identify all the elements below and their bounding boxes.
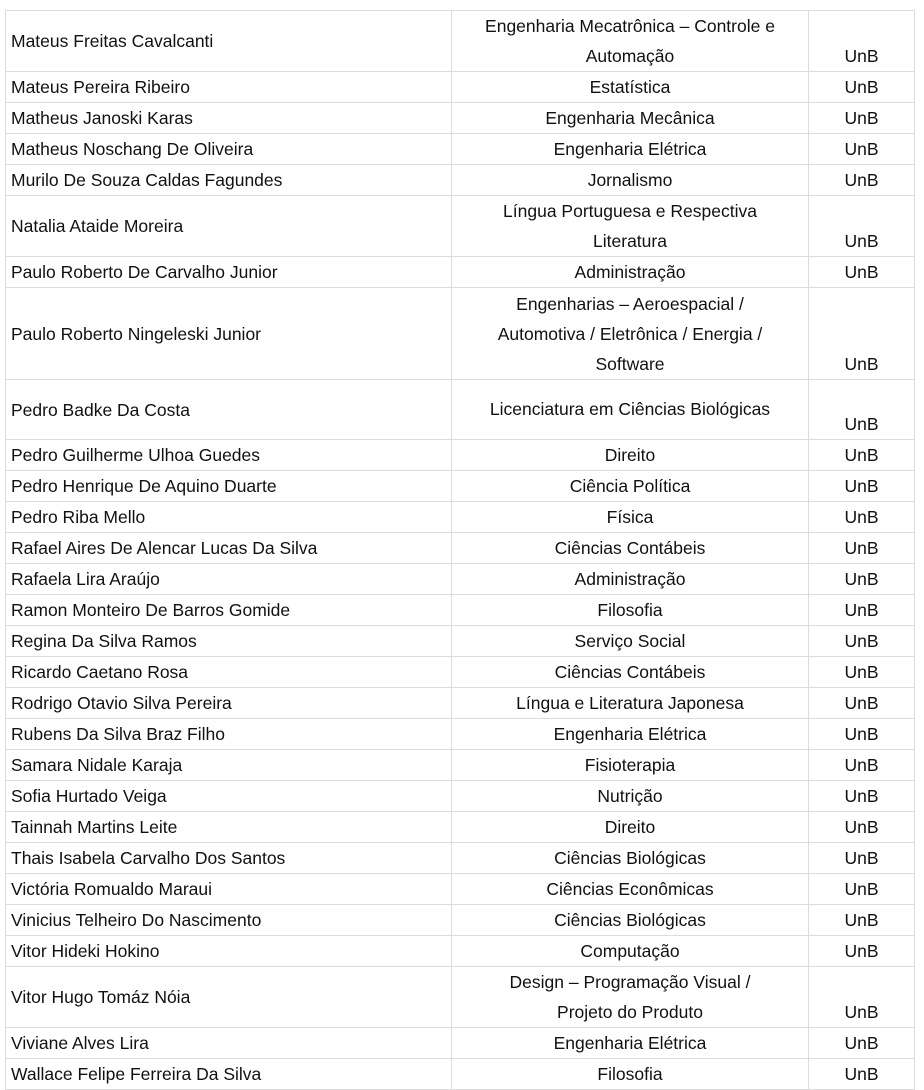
institution: UnB: [809, 196, 915, 257]
table-row: [6, 750, 915, 781]
course-line: Ciências Biológicas: [554, 848, 706, 868]
course-cell: [452, 502, 809, 533]
table-row: [6, 657, 915, 688]
course-cell: [452, 688, 809, 719]
student-name: Natalia Ataide Moreira: [6, 196, 452, 257]
table-row: [6, 1028, 915, 1059]
table-row: [6, 936, 915, 967]
student-name: Ramon Monteiro De Barros Gomide: [6, 595, 452, 626]
course-cell: [452, 936, 809, 967]
student-name: Rodrigo Otavio Silva Pereira: [6, 688, 452, 719]
table-row: [6, 905, 915, 936]
student-name: Matheus Janoski Karas: [6, 103, 452, 134]
student-name: Wallace Felipe Ferreira Da Silva: [6, 1059, 452, 1090]
student-name: Rubens Da Silva Braz Filho: [6, 719, 452, 750]
table-row: [6, 134, 915, 165]
course-cell: [452, 1059, 809, 1090]
course-line: Engenharia Elétrica: [553, 139, 707, 159]
student-name: Pedro Henrique De Aquino Duarte: [6, 471, 452, 502]
institution: UnB: [809, 657, 915, 688]
course-cell: [452, 134, 809, 165]
student-name: Thais Isabela Carvalho Dos Santos: [6, 843, 452, 874]
course-line: Língua Portuguesa e Respectiva: [503, 201, 757, 221]
course-line: Língua e Literatura Japonesa: [516, 693, 744, 713]
institution: UnB: [809, 11, 915, 72]
course-cell: [452, 257, 809, 288]
course-cell: [452, 196, 809, 257]
course-line: Engenharia Elétrica: [553, 1033, 707, 1053]
student-name: Sofia Hurtado Veiga: [6, 781, 452, 812]
course-line: Ciências Econômicas: [546, 879, 714, 899]
institution: UnB: [809, 471, 915, 502]
table-row: [6, 626, 915, 657]
course-line: Direito: [604, 817, 656, 837]
student-name: Ricardo Caetano Rosa: [6, 657, 452, 688]
course-line: Engenharia Mecatrônica – Controle e: [485, 16, 775, 36]
course-line: Serviço Social: [574, 631, 686, 651]
table-row: [6, 843, 915, 874]
table-row: [6, 688, 915, 719]
course-cell: [452, 103, 809, 134]
institution: UnB: [809, 1028, 915, 1059]
student-name: Victória Romualdo Maraui: [6, 874, 452, 905]
course-line: Estatística: [589, 77, 671, 97]
course-cell: [452, 165, 809, 196]
course-line: Engenharia Mecânica: [545, 108, 715, 128]
institution: UnB: [809, 688, 915, 719]
institution: UnB: [809, 257, 915, 288]
course-cell: [452, 843, 809, 874]
institution: UnB: [809, 781, 915, 812]
course-line: Automotiva / Eletrônica / Energia /: [497, 323, 763, 344]
course-cell: [452, 595, 809, 626]
course-cell: [452, 380, 809, 440]
table-row: [6, 564, 915, 595]
course-cell: [452, 1028, 809, 1059]
institution: UnB: [809, 564, 915, 595]
table-row: [6, 781, 915, 812]
course-cell: [452, 967, 809, 1028]
student-name: Pedro Badke Da Costa: [6, 380, 452, 440]
table-row: [6, 103, 915, 134]
course-cell: [452, 471, 809, 502]
course-line: Nutrição: [597, 786, 663, 806]
student-name: Matheus Noschang De Oliveira: [6, 134, 452, 165]
course-cell: [452, 812, 809, 843]
table-row: [6, 196, 915, 257]
course-line: Software: [595, 353, 665, 374]
institution: UnB: [809, 874, 915, 905]
student-name: Viviane Alves Lira: [6, 1028, 452, 1059]
course-line: Fisioterapia: [584, 755, 676, 775]
course-line: Projeto do Produto: [557, 1002, 703, 1022]
course-line: Filosofia: [597, 1064, 663, 1084]
student-name: Samara Nidale Karaja: [6, 750, 452, 781]
table-row: [6, 165, 915, 196]
student-name: Mateus Pereira Ribeiro: [6, 72, 452, 103]
institution: UnB: [809, 380, 915, 440]
course-cell: [452, 440, 809, 471]
course-cell: [452, 657, 809, 688]
course-cell: [452, 905, 809, 936]
student-name: Tainnah Martins Leite: [6, 812, 452, 843]
table-row: [6, 719, 915, 750]
table-row: [6, 380, 915, 440]
course-line: Automação: [585, 46, 675, 66]
students-table: [5, 10, 915, 1090]
institution: UnB: [809, 103, 915, 134]
course-cell: [452, 11, 809, 72]
institution: UnB: [809, 72, 915, 103]
table-row: [6, 72, 915, 103]
institution: UnB: [809, 595, 915, 626]
student-name: Vitor Hideki Hokino: [6, 936, 452, 967]
institution: UnB: [809, 440, 915, 471]
course-cell: [452, 72, 809, 103]
table-row: [6, 288, 915, 380]
table-body: [6, 11, 915, 1090]
course-line: Engenharia Elétrica: [553, 724, 707, 744]
table-row: [6, 967, 915, 1028]
student-name: Rafaela Lira Araújo: [6, 564, 452, 595]
course-line: Ciências Contábeis: [554, 662, 706, 682]
course-line: Engenharias – Aeroespacial /: [516, 293, 744, 314]
student-name: Pedro Riba Mello: [6, 502, 452, 533]
course-line: Ciência Política: [569, 476, 691, 496]
institution: UnB: [809, 502, 915, 533]
table-row: [6, 471, 915, 502]
table-row: [6, 1059, 915, 1090]
institution: UnB: [809, 626, 915, 657]
course-cell: [452, 750, 809, 781]
student-name: Mateus Freitas Cavalcanti: [6, 11, 452, 72]
course-cell: [452, 626, 809, 657]
course-cell: [452, 719, 809, 750]
table-row: [6, 874, 915, 905]
table-row: [6, 11, 915, 72]
table-row: [6, 812, 915, 843]
course-line: Design – Programação Visual /: [509, 972, 751, 992]
student-name: Vinicius Telheiro Do Nascimento: [6, 905, 452, 936]
table-row: [6, 440, 915, 471]
course-line: Literatura: [593, 231, 667, 251]
student-name: Regina Da Silva Ramos: [6, 626, 452, 657]
institution: UnB: [809, 165, 915, 196]
institution: UnB: [809, 967, 915, 1028]
course-line: Computação: [580, 941, 680, 961]
student-name: Paulo Roberto De Carvalho Junior: [6, 257, 452, 288]
institution: UnB: [809, 533, 915, 564]
institution: UnB: [809, 288, 915, 380]
course-line: Licenciatura em Ciências Biológicas: [489, 399, 771, 419]
course-line: Administração: [574, 262, 686, 282]
student-name: Murilo De Souza Caldas Fagundes: [6, 165, 452, 196]
course-line: Direito: [604, 445, 656, 465]
student-name: Paulo Roberto Ningeleski Junior: [6, 288, 452, 380]
institution: UnB: [809, 905, 915, 936]
institution: UnB: [809, 750, 915, 781]
institution: UnB: [809, 812, 915, 843]
institution: UnB: [809, 1059, 915, 1090]
course-cell: [452, 781, 809, 812]
table-row: [6, 502, 915, 533]
course-cell: [452, 288, 809, 380]
table-row: [6, 533, 915, 564]
course-cell: [452, 564, 809, 595]
institution: UnB: [809, 719, 915, 750]
table-row: [6, 595, 915, 626]
course-line: Jornalismo: [587, 170, 673, 190]
course-line: Administração: [574, 569, 686, 589]
table-row: [6, 257, 915, 288]
course-line: Filosofia: [597, 600, 663, 620]
institution: UnB: [809, 936, 915, 967]
institution: UnB: [809, 843, 915, 874]
course-cell: [452, 533, 809, 564]
student-name: Rafael Aires De Alencar Lucas Da Silva: [6, 533, 452, 564]
institution: UnB: [809, 134, 915, 165]
course-line: Ciências Biológicas: [554, 910, 706, 930]
course-cell: [452, 874, 809, 905]
student-name: Vitor Hugo Tomáz Nóia: [6, 967, 452, 1028]
course-line: Ciências Contábeis: [554, 538, 706, 558]
student-name: Pedro Guilherme Ulhoa Guedes: [6, 440, 452, 471]
course-line: Física: [606, 507, 654, 527]
